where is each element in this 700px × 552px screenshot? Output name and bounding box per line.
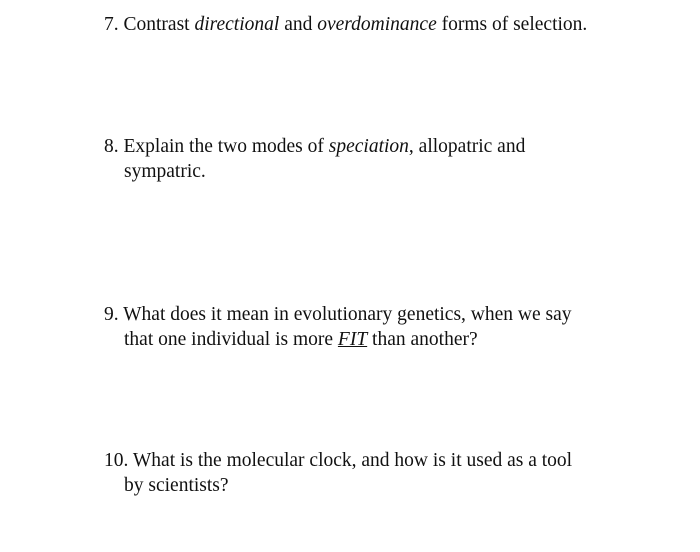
question-8-text-a: Explain the two modes of [123, 136, 329, 157]
question-9-line-2 [104, 327, 664, 352]
question-10-text-a: What is the molecular clock, and how is it used as a tool [132, 450, 573, 471]
question-10-text-b: by scientists? [124, 475, 229, 496]
question-10 [104, 448, 664, 498]
question-7-text-c: forms of selection. [436, 14, 588, 35]
question-7-text-a: Contrast [123, 14, 195, 35]
question-9-text-a: What does it mean in evolutionary genetics, when we say [123, 304, 572, 325]
question-8-line-2 [104, 159, 664, 184]
question-9-number: 9. [104, 304, 119, 325]
question-9-line-1 [104, 302, 664, 327]
question-8-number: 8. [104, 136, 119, 157]
question-8-text-c: sympatric. [124, 161, 206, 182]
question-9-text-b: that one individual is more [124, 329, 338, 350]
question-8-text-b: , allopatric and [408, 136, 526, 157]
question-7-term-directional: directional [194, 14, 280, 35]
question-8-line-1 [104, 134, 664, 159]
question-7-term-overdominance: overdominance [317, 14, 437, 35]
question-9 [104, 302, 664, 352]
question-9-text-c: than another? [367, 329, 478, 350]
question-8 [104, 134, 664, 184]
question-7-text-b: and [279, 14, 318, 35]
question-9-term-fit: FIT [337, 329, 368, 350]
question-10-line-2 [104, 473, 664, 498]
question-8-term-speciation: speciation [328, 136, 409, 157]
question-7 [104, 12, 664, 37]
question-10-line-1 [104, 448, 664, 473]
question-7-line-1 [104, 12, 664, 37]
question-7-number: 7. [104, 14, 119, 35]
question-10-number: 10. [104, 450, 129, 471]
